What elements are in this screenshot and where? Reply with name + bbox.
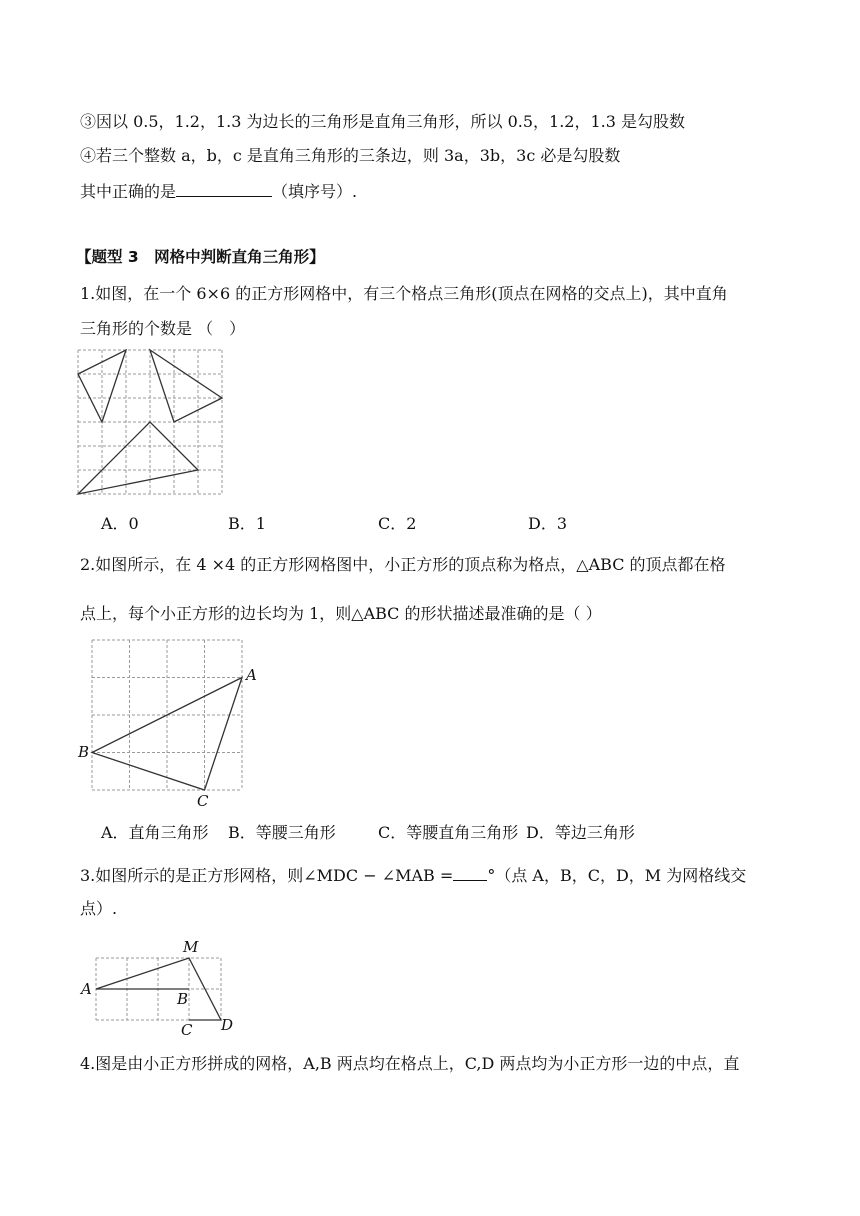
q1-grid-figure — [76, 348, 226, 498]
answer-prefix: 其中正确的是 — [80, 182, 177, 201]
q2-option-a[interactable]: A．直角三角形 — [101, 823, 209, 842]
q1-text-line1: 1.如图，在一个 6×6 的正方形网格中，有三个格点三角形(顶点在网格的交点上)，其中直角 — [80, 284, 728, 303]
q2-grid-figure — [76, 634, 276, 814]
q2-label-b: B — [78, 743, 90, 761]
q2-text-line2: 点上，每个小正方形的边长均为 1，则△ABC 的形状描述最准确的是（ ） — [80, 604, 602, 623]
q1-triangle-2 — [150, 350, 222, 422]
q3-label-m: M — [183, 938, 199, 956]
q2-label-c: C — [197, 792, 209, 810]
q2-triangle-abc — [92, 678, 242, 791]
q1-option-d[interactable]: D．3 — [528, 514, 568, 533]
q3-text-suffix: °（点 A，B，C，D，M 为网格线交 — [487, 866, 747, 885]
q3-label-d: D — [221, 1016, 234, 1034]
q3-text-line2: 点）. — [80, 899, 118, 918]
statement-4: ④若三个整数 a，b，c 是直角三角形的三条边，则 3a，3b，3c 必是勾股数 — [80, 146, 621, 165]
answer-suffix: （填序号）. — [272, 182, 358, 201]
q3-text-line1 — [80, 864, 746, 887]
q3-text-prefix: 3.如图所示的是正方形网格，则∠MDC − ∠MAB = — [80, 866, 454, 885]
q3-label-a: A — [81, 980, 92, 998]
section-heading: 【题型 3 网格中判断直角三角形】 — [76, 248, 325, 266]
q1-option-b[interactable]: B．1 — [228, 514, 266, 533]
q1-text-line2: 三角形的个数是 （ ） — [80, 319, 246, 338]
q2-option-c[interactable]: C．等腰直角三角形 — [378, 823, 519, 842]
answer-blank[interactable] — [176, 180, 272, 197]
q3-label-b: B — [177, 990, 189, 1008]
q2-label-a: A — [246, 666, 257, 684]
q1-option-c[interactable]: C．2 — [378, 514, 417, 533]
answer-line — [80, 180, 357, 203]
q3-answer-blank[interactable] — [453, 864, 487, 881]
statement-3: ③因以 0.5，1.2，1.3 为边长的三角形是直角三角形，所以 0.5，1.2，1.3 是勾股数 — [80, 112, 686, 131]
q3-grid-figure — [76, 936, 246, 1039]
q1-option-a[interactable]: A．0 — [101, 514, 139, 533]
q2-option-b[interactable]: B．等腰三角形 — [228, 823, 336, 842]
q2-text-line1: 2.如图所示，在 4 ×4 的正方形网格图中，小正方形的顶点称为格点，△ABC 的顶点都在格 — [80, 555, 726, 574]
q1-triangle-3 — [78, 422, 198, 494]
q4-text-line1: 4.图是由小正方形拼成的网格，A,B 两点均在格点上，C,D 两点均为小正方形一边的中点，直 — [80, 1054, 740, 1073]
q3-label-c: C — [181, 1021, 193, 1039]
q2-option-d[interactable]: D．等边三角形 — [526, 823, 635, 842]
